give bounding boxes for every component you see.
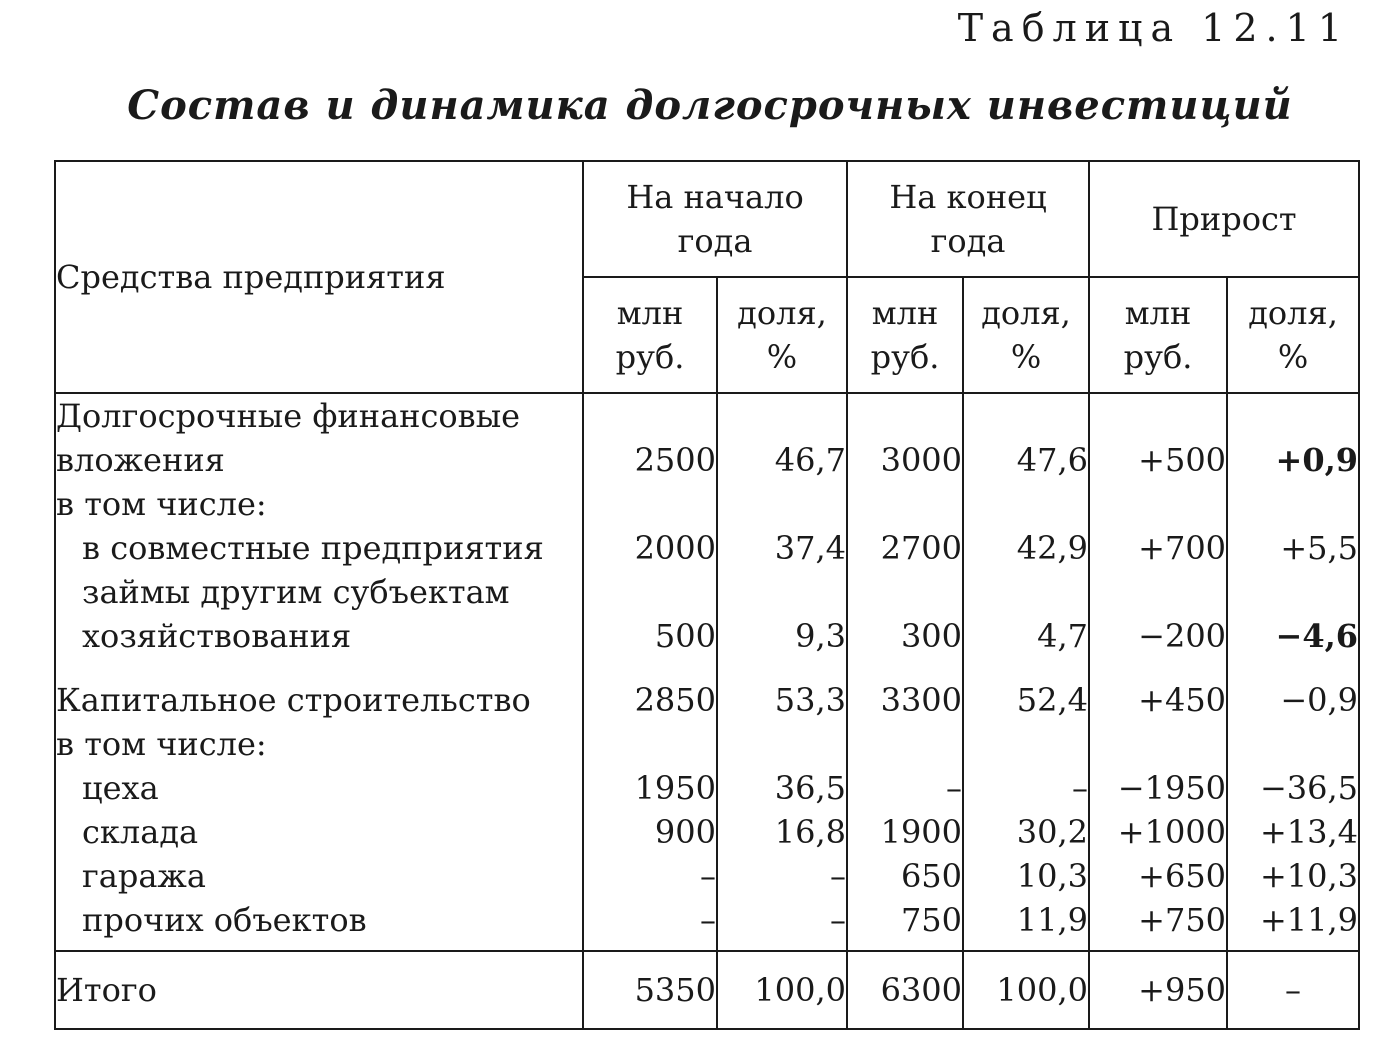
row-label: в том числе: xyxy=(56,725,267,763)
header-end-line2: года xyxy=(930,222,1006,260)
row-label: вложения xyxy=(56,441,225,479)
header-row-groups xyxy=(55,161,1359,277)
cell-value: +500 xyxy=(1138,441,1227,479)
cell-value: 46,7 xyxy=(774,441,847,479)
unit-percent: % xyxy=(1010,338,1042,376)
cell-value: – xyxy=(830,901,847,939)
body-row xyxy=(55,393,1359,951)
cell-value: +10,3 xyxy=(1259,857,1359,895)
header-start-of-year xyxy=(583,161,847,277)
table-title: Состав и динамика долгосрочных инвестиций xyxy=(127,82,1293,129)
cell-value: +0,9 xyxy=(1275,441,1359,479)
unit-rub: руб. xyxy=(615,338,685,376)
start-share-column xyxy=(717,393,847,951)
cell-value: +5,5 xyxy=(1280,529,1359,567)
row-label: Долгосрочные финансовые xyxy=(56,397,521,435)
end-abs-column xyxy=(847,393,963,951)
total-growth-abs: +950 xyxy=(1089,951,1227,1029)
cell-value: 2500 xyxy=(634,441,716,479)
end-share-column xyxy=(963,393,1089,951)
unit-percent: % xyxy=(766,338,798,376)
cell-value: 1950 xyxy=(634,769,716,807)
header-growth-abs xyxy=(1089,277,1227,393)
cell-value: 900 xyxy=(654,813,716,851)
row-label: в том числе: xyxy=(56,485,267,523)
growth-share-column xyxy=(1227,393,1359,951)
cell-value: 9,3 xyxy=(795,617,847,655)
cell-value: 53,3 xyxy=(774,681,847,719)
cell-value: 3300 xyxy=(880,681,963,719)
row-label: цеха xyxy=(82,769,159,807)
cell-value: – xyxy=(946,769,963,807)
header-start-line2: года xyxy=(677,222,753,260)
total-row xyxy=(55,951,1359,1029)
total-end-share: 100,0 xyxy=(963,951,1089,1029)
cell-value: +650 xyxy=(1138,857,1227,895)
cell-value: 30,2 xyxy=(1016,813,1089,851)
cell-value: 37,4 xyxy=(774,529,847,567)
header-growth xyxy=(1089,161,1359,277)
header-end-of-year xyxy=(847,161,1089,277)
row-label: займы другим субъектам xyxy=(82,573,510,611)
cell-value: 36,5 xyxy=(774,769,847,807)
cell-value: 11,9 xyxy=(1016,901,1089,939)
total-label: Итого xyxy=(55,951,583,1029)
unit-mln: млн xyxy=(616,294,684,332)
growth-abs-column xyxy=(1089,393,1227,951)
cell-value: 2850 xyxy=(634,681,716,719)
total-growth-share: – xyxy=(1227,951,1359,1029)
start-abs-column xyxy=(583,393,717,951)
header-growth-share xyxy=(1227,277,1359,393)
cell-value: – xyxy=(1072,769,1089,807)
header-end-line1: На конец xyxy=(889,178,1047,216)
cell-value: – xyxy=(830,857,847,895)
cell-value: +450 xyxy=(1138,681,1227,719)
cell-value: 300 xyxy=(900,617,963,655)
total-start-share: 100,0 xyxy=(717,951,847,1029)
header-assets: Средства предприятия xyxy=(55,161,583,393)
row-label: склада xyxy=(82,813,199,851)
cell-value: 16,8 xyxy=(774,813,847,851)
total-start-abs: 5350 xyxy=(583,951,717,1029)
cell-value: – xyxy=(700,901,716,939)
cell-value: +11,9 xyxy=(1259,901,1359,939)
cell-value: 500 xyxy=(654,617,716,655)
unit-rub: руб. xyxy=(1123,338,1193,376)
total-end-abs: 6300 xyxy=(847,951,963,1029)
unit-share: доля, xyxy=(981,294,1071,332)
cell-value: +1000 xyxy=(1117,813,1227,851)
cell-value: 650 xyxy=(900,857,963,895)
cell-value: +750 xyxy=(1138,901,1227,939)
cell-value: 3000 xyxy=(880,441,963,479)
table-number: Таблица 12.11 xyxy=(957,6,1350,50)
cell-value: 1900 xyxy=(880,813,963,851)
row-label: Капитальное строительство xyxy=(56,681,531,719)
header-end-share xyxy=(963,277,1089,393)
cell-value: −0,9 xyxy=(1280,681,1359,719)
row-label: в совместные предприятия xyxy=(82,529,544,567)
header-growth-label: Прирост xyxy=(1151,200,1297,238)
investments-table xyxy=(54,160,1360,1030)
header-start-abs xyxy=(583,277,717,393)
header-start-share xyxy=(717,277,847,393)
cell-value: −4,6 xyxy=(1275,617,1359,655)
cell-value: 52,4 xyxy=(1016,681,1089,719)
cell-value: 42,9 xyxy=(1016,529,1089,567)
unit-share: доля, xyxy=(1248,294,1338,332)
unit-mln: млн xyxy=(1124,294,1192,332)
cell-value: – xyxy=(700,857,716,895)
header-end-abs xyxy=(847,277,963,393)
asset-names-column xyxy=(55,393,583,951)
cell-value: −36,5 xyxy=(1259,769,1359,807)
row-label: гаража xyxy=(82,857,206,895)
cell-value: 10,3 xyxy=(1016,857,1089,895)
cell-value: +700 xyxy=(1138,529,1227,567)
cell-value: +13,4 xyxy=(1259,813,1359,851)
cell-value: 47,6 xyxy=(1016,441,1089,479)
cell-value: 2000 xyxy=(634,529,716,567)
cell-value: 750 xyxy=(900,901,963,939)
row-label: хозяйствования xyxy=(82,617,352,655)
cell-value: −200 xyxy=(1138,617,1227,655)
cell-value: 4,7 xyxy=(1037,617,1089,655)
unit-rub: руб. xyxy=(870,338,940,376)
row-label: прочих объектов xyxy=(82,901,367,939)
unit-share: доля, xyxy=(737,294,827,332)
cell-value: −1950 xyxy=(1117,769,1227,807)
header-start-line1: На начало xyxy=(626,178,804,216)
unit-mln: млн xyxy=(871,294,939,332)
unit-percent: % xyxy=(1277,338,1309,376)
cell-value: 2700 xyxy=(880,529,963,567)
